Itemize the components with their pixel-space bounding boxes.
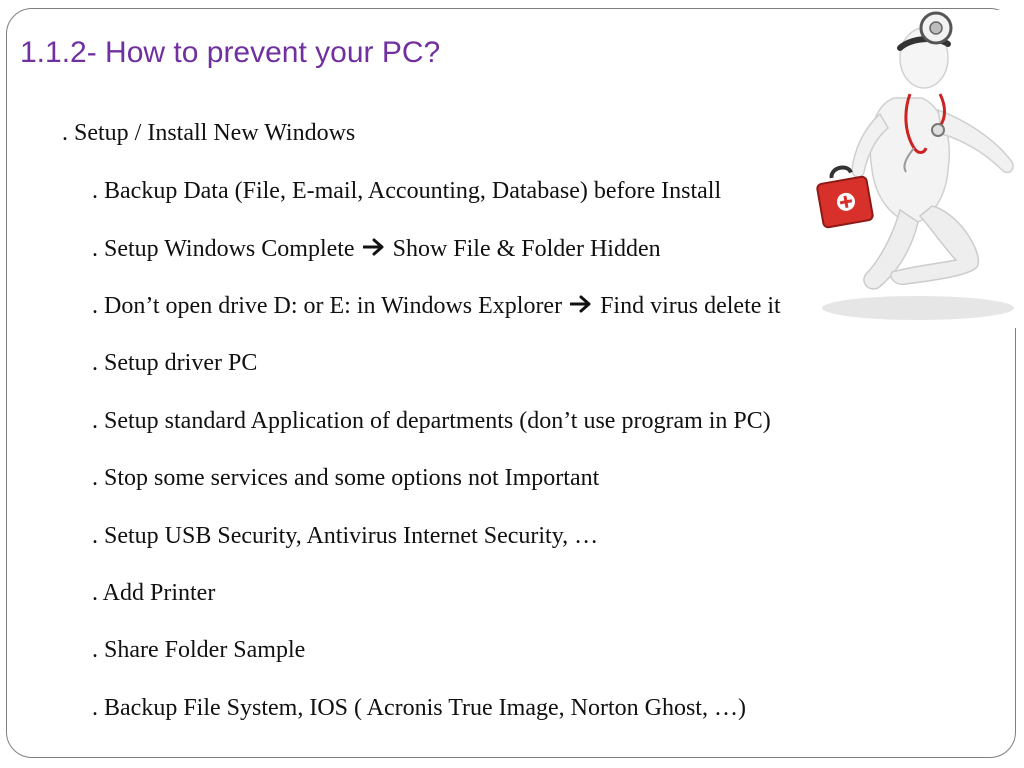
arrow-right-icon <box>363 234 385 264</box>
list-item: . Setup USB Security, Antivirus Internet Security, … <box>92 523 599 549</box>
list-item-text: Show File & Folder Hidden <box>392 236 661 262</box>
list-item: . Share Folder Sample <box>92 637 306 663</box>
list-item-heading: . Setup / Install New Windows <box>62 120 356 146</box>
slide-title: 1.1.2- How to prevent your PC? <box>20 36 441 69</box>
list-item: . Backup Data (File, E-mail, Accounting, Database) before Install <box>92 178 722 204</box>
arrow-right-icon <box>570 291 592 321</box>
list-item: . Add Printer <box>92 580 216 606</box>
list-item-text: . Don’t open drive D: or E: in Windows Explorer <box>92 293 563 319</box>
list-item <box>92 291 781 321</box>
list-item <box>92 234 661 264</box>
doctor-illustration <box>806 10 1020 328</box>
list-item: . Backup File System, IOS ( Acronis True Image, Norton Ghost, …) <box>92 695 746 721</box>
list-item-text: . Setup Windows Complete <box>92 236 355 262</box>
list-item-text: Find virus delete it <box>600 293 781 319</box>
list-item: . Setup standard Application of departments (don’t use program in PC) <box>92 408 771 434</box>
list-item: . Stop some services and some options not Important <box>92 465 600 491</box>
list-item: . Setup driver PC <box>92 350 258 376</box>
